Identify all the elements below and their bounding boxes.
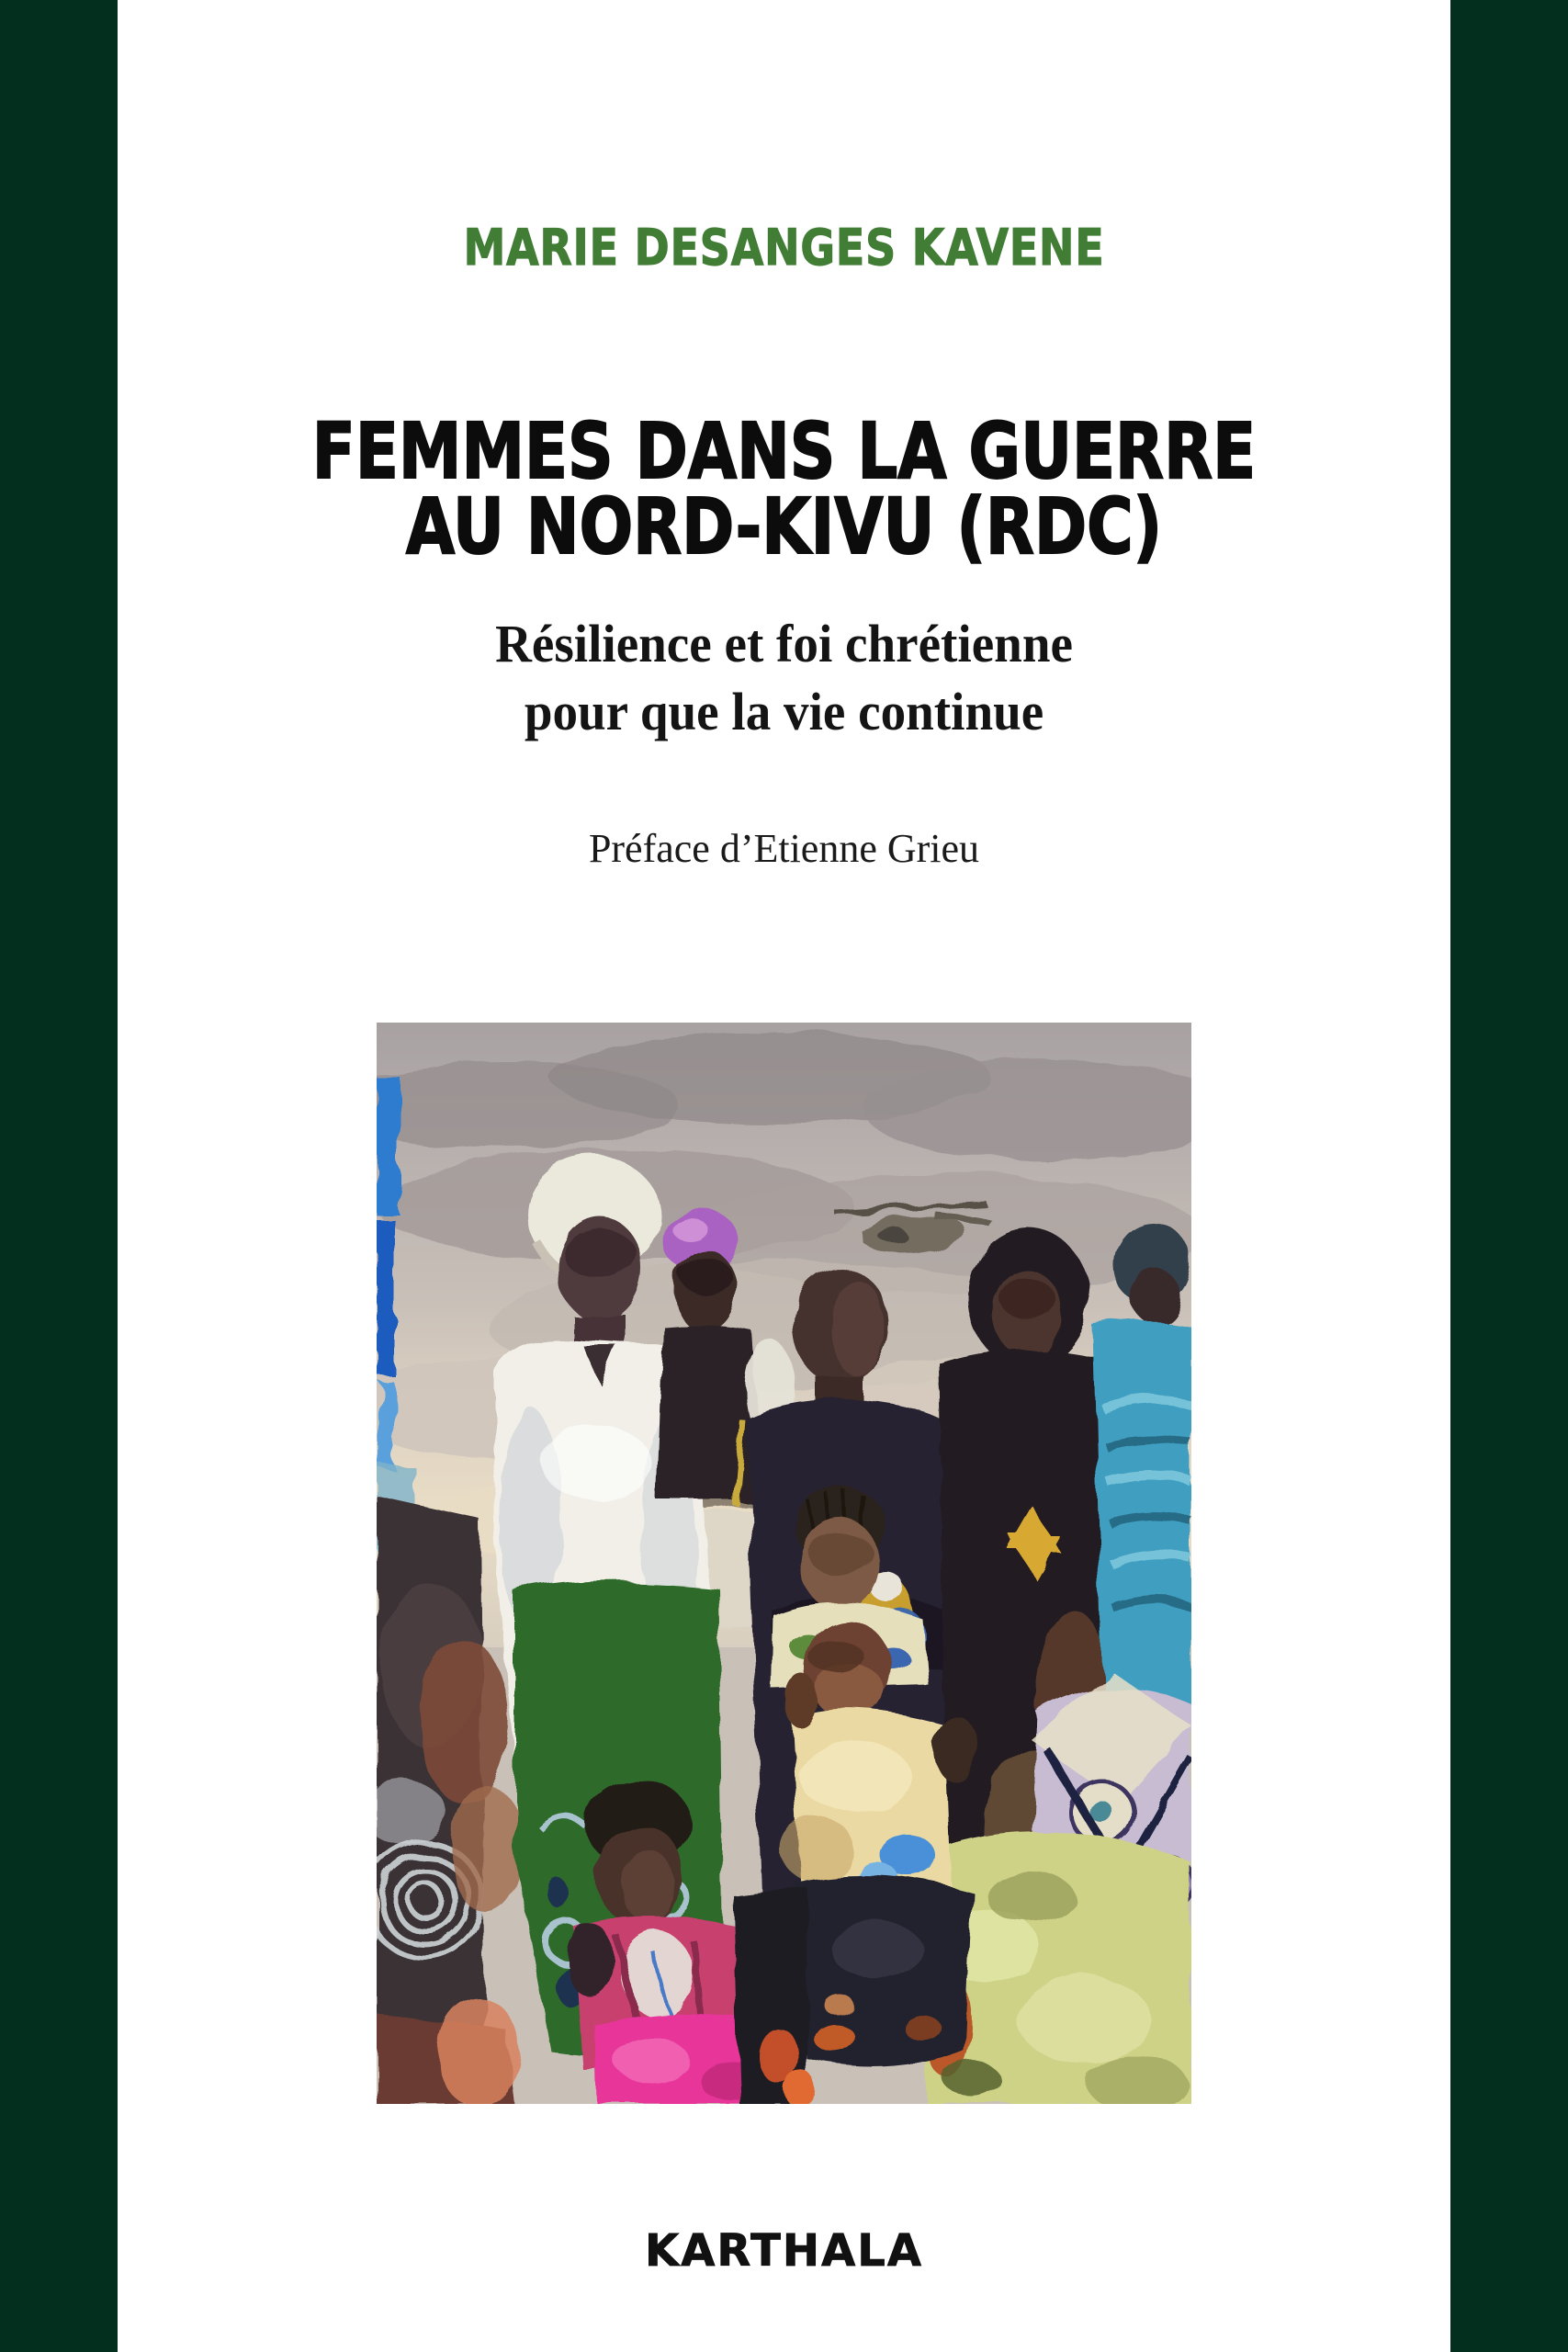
title-line-2: AU NORD-KIVU (RDC) [405,481,1163,571]
preface-credit: Préface d’Etienne Grieu [588,826,980,871]
book-title [118,406,1450,571]
book-subtitle [118,610,1450,746]
cover-photo [377,1023,1191,2104]
subtitle-line-1: Résilience et foi chrétienne [495,614,1073,673]
author-name-text: MARIE DESANGES KAVENE [463,219,1105,277]
title-line-1: FEMMES DANS LA GUERRE [311,406,1257,496]
subtitle-line-2: pour que la vie continue [524,682,1044,741]
author-name [118,219,1450,277]
cover-photo-illustration [377,1023,1191,2104]
publisher-name: KARTHALA [645,2225,923,2277]
cover-panel [118,0,1450,2352]
